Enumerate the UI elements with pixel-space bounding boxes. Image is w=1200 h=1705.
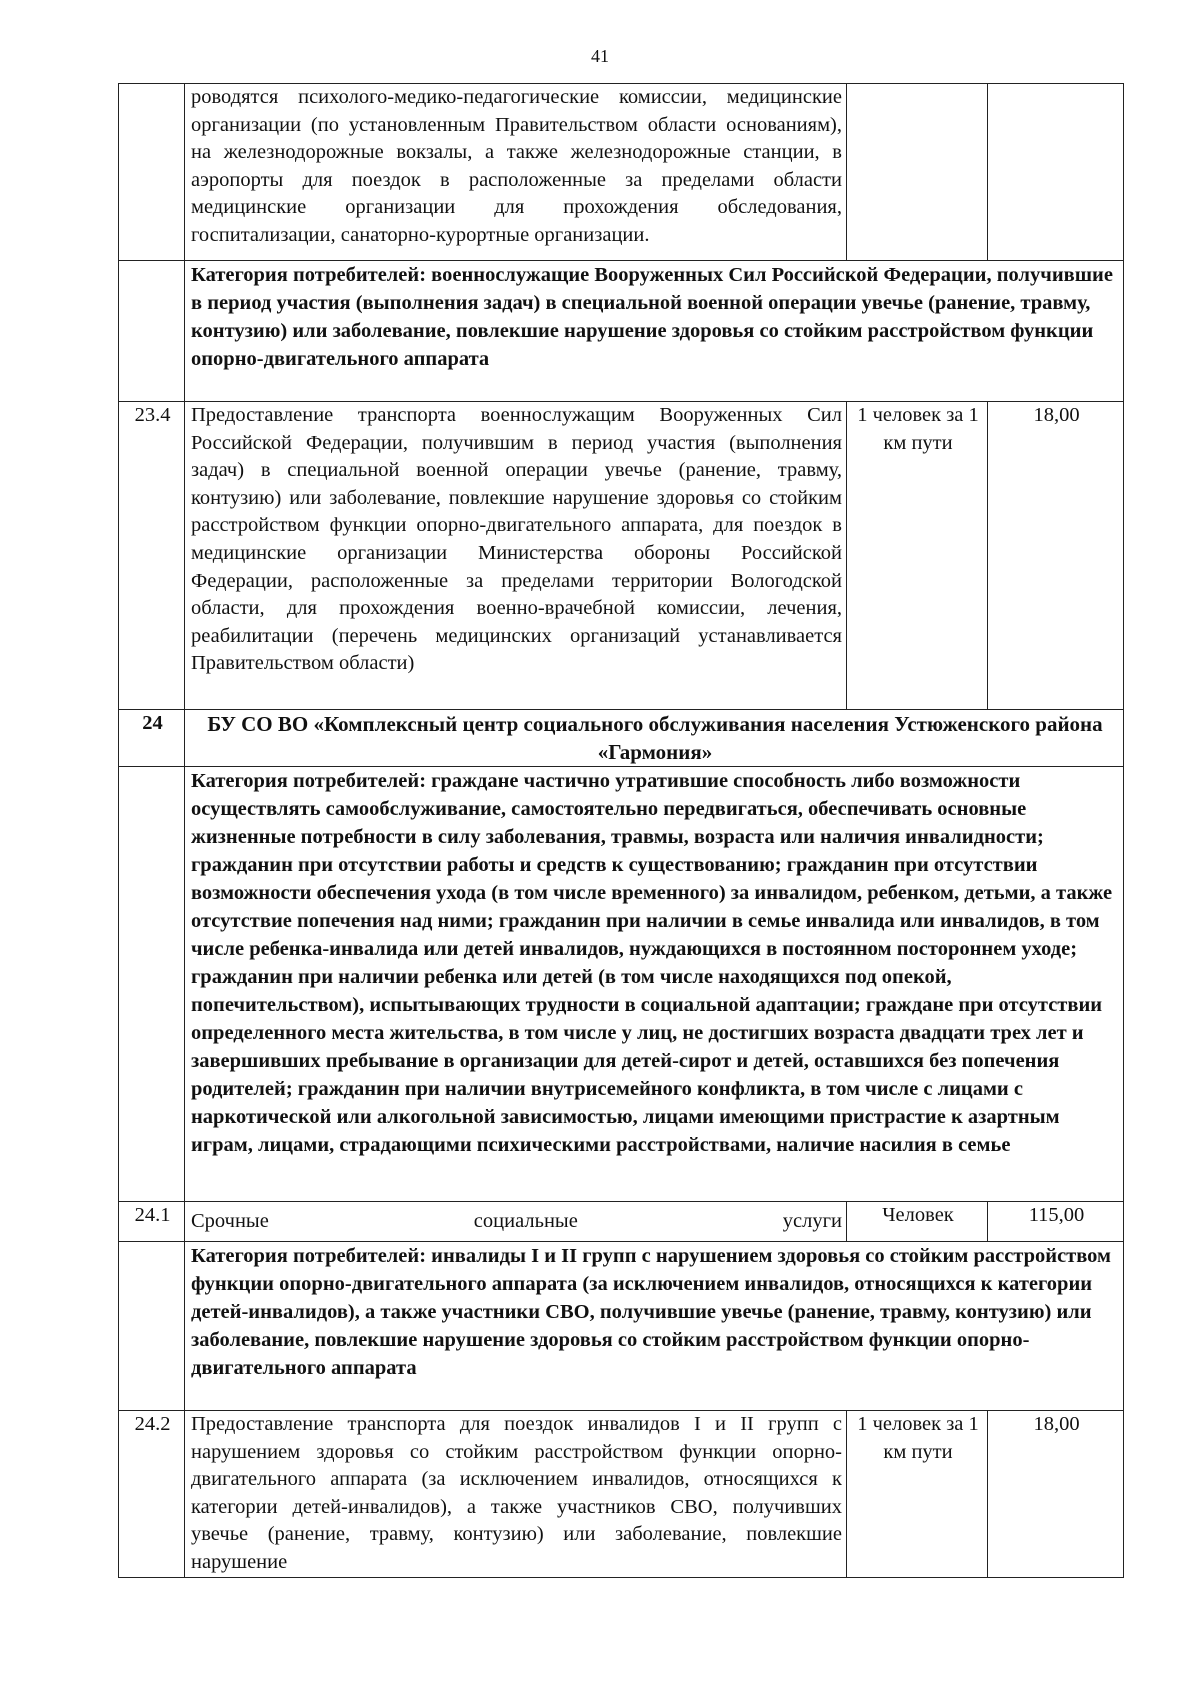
table-row-24-1 xyxy=(119,1202,1124,1242)
row-number xyxy=(119,261,185,402)
service-name: Срочные социальные услуги xyxy=(185,1202,847,1242)
row-number xyxy=(119,1242,185,1411)
service-name: Предоставление транспорта для поездок инвалидов I и II групп с нарушением здоровья со стойким расстройством функции опорно-двигательного аппарата (за исключением инвалидов, относящихся к категории детей-инвалидов), а также участников СВО, получивших увечье (ранение, травму, контузию) или заболевание, повлекшие нарушение xyxy=(185,1411,847,1578)
unit-cell: 1 человек за 1 км пути xyxy=(847,402,988,710)
row-number: 24.1 xyxy=(119,1202,185,1242)
row-number: 24 xyxy=(119,710,185,767)
row-number xyxy=(119,767,185,1202)
consumer-category: Категория потребителей: военнослужащие Вооруженных Сил Российской Федерации, получившие в период участия (выполнения задач) в специальной военной операции увечье (ранение, травму, контузию) или заболевание, повлекшие нарушение здоровья со стойким расстройством функции опорно-двигательного аппарата xyxy=(185,261,1124,402)
unit-cell: Человек xyxy=(847,1202,988,1242)
price-cell xyxy=(988,84,1124,261)
unit-cell xyxy=(847,84,988,261)
organization-row-24 xyxy=(119,710,1124,767)
unit-cell: 1 человек за 1 км пути xyxy=(847,1411,988,1578)
consumer-category: Категория потребителей: граждане частично утратившие способность либо возможности осуществлять самообслуживание, самостоятельно передвигаться, обеспечивать основные жизненные потребности в силу заболевания, травмы, возраста или наличия инвалидности; гражданин при отсутствии работы и средств к существованию; гражданин при отсутствии возможности обеспечения ухода (в том числе временного) за инвалидом, ребенком, детьми, а также отсутствие попечения над ними; гражданин при наличии в семье инвалида или инвалидов, в том числе ребенка-инвалида или детей инвалидов, нуждающихся в постоянном постороннем уходе; гражданин при наличии ребенка или детей (в том числе находящихся под опекой, попечительством), испытывающих трудности в социальной адаптации; граждане при отсутствии определенного места жительства, в том числе у лиц, не достигших возраста двадцати трех лет и завершивших пребывание в организации для детей-сирот и детей, оставшихся без попечения родителей; гражданин при наличии внутрисемейного конфликта, в том числе с лицами с наркотической или алкогольной зависимостью, лицами имеющими пристрастие к азартным играм, лицами, страдающими психическими расстройствами, наличие насилия в семье xyxy=(185,767,1124,1202)
table-row-24-2 xyxy=(119,1411,1124,1578)
service-name: Предоставление транспорта военнослужащим Вооруженных Сил Российской Федерации, получившим в период участия (выполнения задач) в специальной военной операции увечье (ранение, травму, контузию) или заболевание, повлекшие нарушение здоровья со стойким расстройством функции опорно-двигательного аппарата, для поездок в медицинские организации Министерства обороны Российской Федерации, расположенные за пределами территории Вологодской области, для прохождения военно-врачебной комиссии, лечения, реабилитации (перечень медицинских организаций устанавливается Правительством области) xyxy=(185,402,847,710)
page-number: 41 xyxy=(591,46,609,66)
row-number xyxy=(119,84,185,261)
price-cell: 18,00 xyxy=(988,1411,1124,1578)
table-row-continuation xyxy=(119,84,1124,261)
price-cell: 18,00 xyxy=(988,402,1124,710)
row-number: 23.4 xyxy=(119,402,185,710)
row-number: 24.2 xyxy=(119,1411,185,1578)
table-row-23-4 xyxy=(119,402,1124,710)
organization-name: БУ СО ВО «Комплексный центр социального обслуживания населения Устюженского района «Гармония» xyxy=(185,710,1124,767)
price-cell: 115,00 xyxy=(988,1202,1124,1242)
service-name: роводятся психолого-медико-педагогические комиссии, медицинские организации (по установленным Правительством области основаниям), на железнодорожные вокзалы, а также железнодорожные станции, в аэропорты для поездок в расположенные за пределами области медицинские организации для прохождения обследования, госпитализации, санаторно-курортные организации. xyxy=(185,84,847,261)
category-row xyxy=(119,261,1124,402)
consumer-category: Категория потребителей: инвалиды I и II групп с нарушением здоровья со стойким расстройством функции опорно-двигательного аппарата (за исключением инвалидов, относящихся к категории детей-инвалидов), а также участники СВО, получившие увечье (ранение, травму, контузию) или заболевание, повлекшие нарушение здоровья со стойким расстройством функции опорно-двигательного аппарата xyxy=(185,1242,1124,1411)
category-row xyxy=(119,767,1124,1202)
category-row xyxy=(119,1242,1124,1411)
tariff-table xyxy=(118,83,1124,1578)
